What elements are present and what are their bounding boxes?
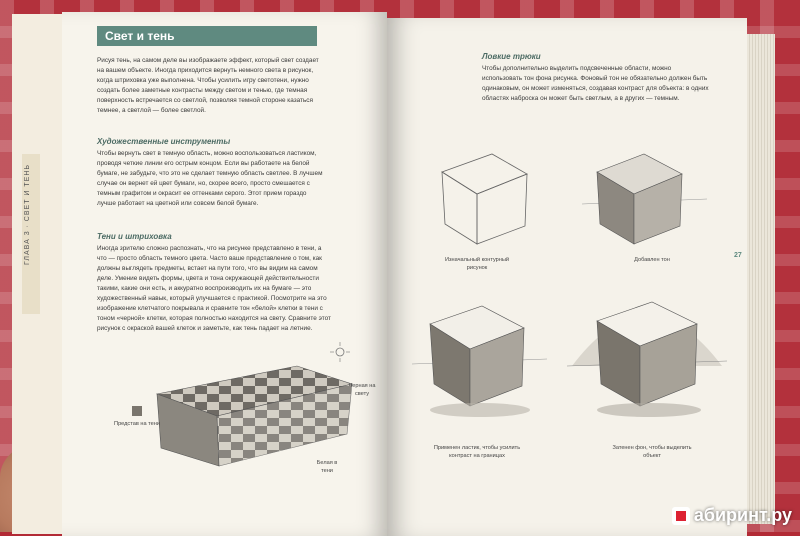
watermark-text: абиринт.ру	[693, 505, 792, 525]
open-book	[12, 4, 772, 532]
shade-swatch	[132, 406, 142, 416]
right-section-title: Ловкие трюки	[482, 52, 541, 61]
label-white-in-shade: Белая в тени	[316, 460, 338, 474]
right-section-text: Чтобы дополнительно выделить подсвеченные области, можно использовать тон фона рисунка. Фоновый тон не обязательно должен быть одинаковым, он может изменяться, создавая контраст для объекта: в одних областях наброска он может быть светлым, а в других — темным.	[482, 65, 709, 102]
watermark	[672, 505, 792, 526]
cube-toned-drawing	[582, 144, 707, 254]
section1-text: Чтобы вернуть свет в темную область, можно воспользоваться ластиком, проводя четкие линии его острым концом. Если вы работаете на белой бумаге, не забудьте, что это не сделает темную область светлее. В лучшем случае он вернет ей цвет бумаги, но, скорее всего, просто смешается с темным графитом и окрасит ее оттенками серого. Этот прием гораздо лучше работает на цветной или совсем белой бумаге.	[97, 150, 323, 207]
page-stack-edge	[747, 34, 775, 524]
sun-icon	[330, 342, 350, 362]
left-page-title: Свет и тень	[97, 26, 317, 46]
section1-title: Художественные инструменты	[97, 137, 231, 146]
cube-background-shaded-drawing	[567, 286, 727, 426]
left-intro-text: Рисуя тень, на самом деле вы изображаете эффект, который свет создает на вашем объекте. Иногда приходится вернуть немного света в рисунок, когда штриховка уже выполнена. Чтобы усилить игру светотени, нужно создать более заметные контрасты между светом и тенью, где темная поверхность встречается со светлой, позволяя темной стороне казаться темнее, а светлой — более светлой.	[97, 57, 319, 114]
caption-1: Изначальный контурный рисунок	[444, 257, 510, 271]
labirint-logo-icon	[672, 507, 690, 525]
label-black-in-light: Черная на свету	[348, 383, 376, 397]
label-shade: Представ на тени	[114, 421, 160, 427]
section2-text: Иногда зрителю сложно распознать, что на рисунке представлено в тени, а что — просто область темного цвета. Часто ваше представление о том, как должны выглядеть предметы, встает на пути того, что вы видим на самом деле. Умение видеть формы, цвета и тона окружающей действительности такими, какие они есть, и аккуратно воспроизводить их на бумаге — это художественный навык, который улучшается с практикой. Посмотрите на это изображение клетчатого покрывала и сравните тон «белой» клетки в тени с тоном «черной» клетки, которая полностью находится на свету. Сравните этот рисунок с окраской вашей клеток и заметьте, как тень падает на летние.	[97, 245, 331, 332]
cube-outline-drawing	[427, 144, 537, 254]
caption-3: Применен ластик, чтобы усилить контраст на границах	[433, 445, 521, 459]
page-number: 27	[734, 252, 742, 259]
section2-title: Тени и штриховка	[97, 232, 172, 241]
caption-2: Добавлен тон	[634, 257, 670, 263]
chapter-side-tab-text: ГЛАВА 3 · СВЕТ И ТЕНЬ	[24, 164, 31, 266]
caption-4: Затенен фон, чтобы выделить объект	[612, 445, 692, 459]
chapter-side-tab	[22, 154, 40, 314]
cube-eraser-drawing	[412, 294, 547, 424]
